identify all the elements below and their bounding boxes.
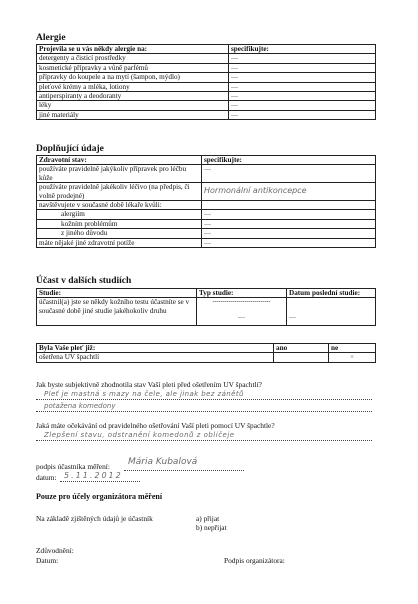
allergy-value[interactable]: — (229, 54, 376, 63)
studies-table (36, 288, 376, 326)
extra-title: Doplňující údaje (36, 144, 104, 154)
table-row (37, 229, 376, 238)
date-value[interactable]: 5.11.2012 (64, 471, 123, 480)
health-value[interactable] (202, 201, 376, 210)
signature-label: podpis účastníka měření: (36, 462, 110, 471)
skin-col-no: ne (329, 344, 376, 353)
table-row (37, 219, 376, 228)
allergy-value[interactable]: — (229, 110, 376, 119)
organizer-text: Na základě zjištěných údajů je účastník (36, 514, 153, 523)
health-value[interactable]: Hormonální antikoncepce (202, 183, 376, 201)
table-row (37, 101, 376, 110)
option-rejected[interactable]: b) nepřijat (196, 523, 227, 532)
table-row (37, 92, 376, 101)
studies-label: účastnil(a) jste se někdy kožního testu účastníte se v současné době jiné studie jakéhokoliv druhu (37, 298, 197, 326)
allergy-value[interactable]: — (229, 63, 376, 72)
table-row (37, 210, 376, 219)
health-value[interactable]: — (202, 165, 376, 183)
reason-label: Zdůvodnění: (36, 546, 74, 555)
signature-value[interactable]: Mária Kubalová (128, 457, 198, 467)
skin-no-cell[interactable]: × (329, 353, 376, 362)
allergy-label: jiné materiály (37, 110, 229, 119)
health-col-spec: specifikujte: (202, 156, 376, 165)
organizer-sign-label: Podpis organizátora: (224, 556, 285, 565)
health-label: z jiného důvodu (37, 229, 202, 238)
allergy-col-spec: specifikujte: (229, 45, 376, 54)
health-label: navštěvujete v současné době lékaře kvůli: (37, 201, 202, 210)
studies-col-date: Datum poslední studie: (287, 289, 376, 298)
table-row (37, 165, 376, 183)
table-row (37, 353, 376, 362)
health-label: používáte pravidelně jakékoliv léčivo (na předpis, či volně prodejné) (37, 183, 202, 201)
studies-col-type: Typ studie: (197, 289, 287, 298)
skin-col-yes: ano (274, 344, 329, 353)
allergy-value[interactable]: — (229, 82, 376, 91)
table-row (37, 82, 376, 91)
question-2: Jaká máte očekávání od pravidelného ošetřování Vaší pleti pomocí UV špachtle? (36, 421, 275, 430)
allergy-label: léky (37, 101, 229, 110)
health-col-label: Zdravotní stav: (37, 156, 202, 165)
allergy-label: detergenty a čisticí prostředky (37, 54, 229, 63)
allergy-title: Alergie (36, 33, 66, 43)
studies-title: Účast v dalších studiích (36, 276, 132, 286)
table-row (37, 183, 376, 201)
studies-type-value: — (238, 312, 245, 321)
signature-dots (124, 470, 244, 471)
skin-label: ošetřena UV špachtlí (37, 353, 274, 362)
allergy-col-label: Projevila se u vás někdy alergie na: (37, 45, 229, 54)
answer-1-line-2[interactable]: potažena komedony (44, 402, 116, 410)
health-label: máte nějaké jiné zdravotní potíže (37, 238, 202, 247)
health-label: alergiím (37, 210, 202, 219)
answer-2-line-1[interactable]: Zlepšení stavu, odstranění komedonů z obličeje (44, 431, 235, 439)
health-value[interactable]: — (202, 210, 376, 219)
organizer-title: Pouze pro účely organizátora měření (36, 492, 163, 501)
table-row (37, 54, 376, 63)
table-row (37, 298, 376, 326)
answer-2-line-1-dots (36, 440, 372, 441)
table-row (37, 110, 376, 119)
option-accepted[interactable]: a) přijat (196, 514, 220, 523)
skin-table (36, 343, 376, 363)
table-row (37, 73, 376, 82)
allergy-value[interactable]: — (229, 92, 376, 101)
answer-1-line-2-dots (36, 411, 372, 412)
skin-col-label: Byla Vaše pleť již: (37, 344, 274, 353)
date-label: datum: (36, 473, 57, 482)
answer-1-line-1-dots (36, 399, 372, 400)
allergy-label: antiperspiranty a deodoranty (37, 92, 229, 101)
studies-col-study: Studie: (37, 289, 197, 298)
organizer-date-label: Datum: (36, 556, 59, 565)
health-value[interactable]: — (202, 238, 376, 247)
health-value[interactable]: — (202, 219, 376, 228)
question-1: Jak byste subjektivně zhodnotila stav Vaší pleti před ošetřením UV špachtlí? (36, 380, 262, 389)
table-row (37, 63, 376, 72)
allergy-label: pleťové krémy a mléka, lotiony (37, 82, 229, 91)
health-label: používáte pravidelně jakýkoliv přípravek pro léčbu kůže (37, 165, 202, 183)
allergy-table (36, 44, 376, 120)
allergy-value[interactable]: — (229, 73, 376, 82)
studies-type-cell[interactable] (197, 298, 287, 326)
answer-1-line-1[interactable]: Pleť je mastná s mazy na čele, ale jinak bez zánětů (44, 390, 244, 398)
skin-yes-cell[interactable] (274, 353, 329, 362)
allergy-value[interactable]: — (229, 101, 376, 110)
health-table (36, 155, 376, 248)
allergy-label: přípravky do koupele a na mytí (šampon, mýdlo) (37, 73, 229, 82)
allergy-label: kosmetické přípravky a vůně parfémů (37, 63, 229, 72)
studies-type-line: ----------------------------- (212, 299, 271, 306)
table-row (37, 238, 376, 247)
table-row (37, 201, 376, 210)
date-dots (60, 481, 140, 482)
health-label: kožním problémům (37, 219, 202, 228)
studies-date-value[interactable]: — (287, 298, 376, 326)
health-value[interactable]: — (202, 229, 376, 238)
